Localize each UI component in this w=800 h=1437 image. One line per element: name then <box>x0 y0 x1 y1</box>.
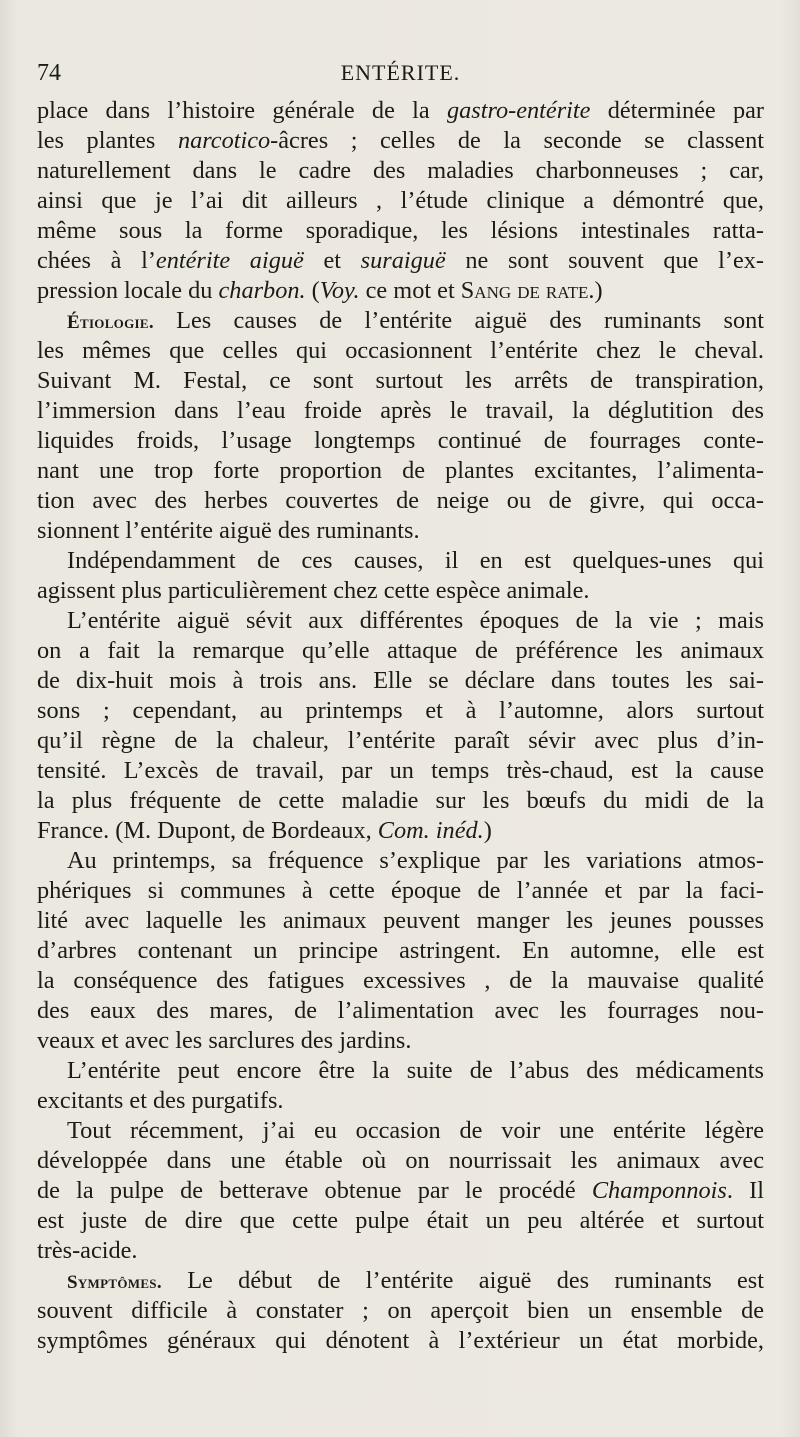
text-line: tion avec des herbes couvertes de neige ou de givre, qui occa- <box>37 487 764 514</box>
symptomes-line: Symptômes. Le début de l’entérite aiguë des ruminants est <box>67 1267 764 1294</box>
text-line: les mêmes que celles qui occasionnent l’entérite chez le cheval. <box>37 337 764 364</box>
text-line: d’arbres contenant un principe astringent. En automne, elle est <box>37 937 764 964</box>
text-line: sionnent l’entérite aiguë des ruminants. <box>37 517 420 544</box>
text-line: place dans l’histoire générale de la gastro-entérite déterminée par <box>37 97 764 124</box>
section-heading-symptomes: Symptômes. <box>67 1272 162 1293</box>
text-line: France. (M. Dupont, de Bordeaux, Com. inéd.) <box>37 817 492 844</box>
page-header <box>37 54 764 94</box>
text-line: Tout récemment, j’ai eu occasion de voir une entérite légère <box>67 1117 764 1144</box>
page-body <box>37 96 764 1356</box>
text-line: liquides froids, l’usage longtemps continué de fourrages conte- <box>37 427 764 454</box>
text-line: agissent plus particulièrement chez cette espèce animale. <box>37 577 590 604</box>
text-line: des eaux des mares, de l’alimentation avec les fourrages nou- <box>37 997 764 1024</box>
text-line: la plus fréquente de cette maladie sur les bœufs du midi de la <box>37 787 764 814</box>
text-line: est juste de dire que cette pulpe était un peu altérée et surtout <box>37 1207 764 1234</box>
text-line: souvent difficile à constater ; on aperçoit bien un ensemble de <box>37 1297 764 1324</box>
text-line: symptômes généraux qui dénotent à l’extérieur un état morbide, <box>37 1327 764 1354</box>
text-line: de dix-huit mois à trois ans. Elle se déclare dans toutes les sai- <box>37 667 764 694</box>
text-line: L’entérite aiguë sévit aux différentes époques de la vie ; mais <box>67 607 764 634</box>
running-title: ENTÉRITE. <box>340 60 461 85</box>
text-line: Suivant M. Festal, ce sont surtout les arrêts de transpiration, <box>37 367 764 394</box>
section-heading-etiologie: Étiologie. <box>67 312 154 333</box>
text-line: Indépendamment de ces causes, il en est quelques-unes qui <box>67 547 764 574</box>
etiologie-line: Étiologie. Les causes de l’entérite aiguë des ruminants sont <box>67 307 764 334</box>
text-line: chées à l’entérite aiguë et suraiguë ne sont souvent que l’ex- <box>37 247 765 274</box>
text-line: phériques si communes à cette époque de l’année et par la faci- <box>37 877 764 904</box>
page-number: 74 <box>37 60 61 86</box>
text-line: même sous la forme sporadique, les lésions intestinales ratta- <box>37 217 764 244</box>
text-line: naturellement dans le cadre des maladies charbonneuses ; car, <box>37 157 764 184</box>
text-line: ainsi que je l’ai dit ailleurs , l’étude clinique a démontré que, <box>37 187 764 214</box>
text-line: L’entérite peut encore être la suite de l’abus des médicaments <box>67 1057 764 1084</box>
text-line: veaux et avec les sarclures des jardins. <box>37 1027 412 1054</box>
text-line: excitants et des purgatifs. <box>37 1087 284 1114</box>
text-line: pression locale du charbon. (Voy. ce mot et Sang de rate.) <box>37 277 603 304</box>
text-line: Au printemps, sa fréquence s’explique par les variations atmos- <box>67 847 764 874</box>
text-line: les plantes narcotico-âcres ; celles de la seconde se classent <box>37 127 764 154</box>
text-line: la conséquence des fatigues excessives , de la mauvaise qualité <box>37 967 764 994</box>
text-line: qu’il règne de la chaleur, l’entérite paraît sévir avec plus d’in- <box>37 727 764 754</box>
text-line: l’immersion dans l’eau froide après le travail, la déglutition des <box>37 397 764 424</box>
text-line: tensité. L’excès de travail, par un temps très-chaud, est la cause <box>37 757 764 784</box>
text-line: sons ; cependant, au printemps et à l’automne, alors surtout <box>37 697 764 724</box>
text-line: on a fait la remarque qu’elle attaque de préférence les animaux <box>37 637 764 664</box>
text-line: de la pulpe de betterave obtenue par le procédé Champonnois. Il <box>37 1177 764 1204</box>
text-line: développée dans une étable où on nourrissait les animaux avec <box>37 1147 764 1174</box>
text-line: lité avec laquelle les animaux peuvent manger les jeunes pousses <box>37 907 764 934</box>
text-line: nant une trop forte proportion de plantes excitantes, l’alimenta- <box>37 457 764 484</box>
text-line: très-acide. <box>37 1237 138 1264</box>
